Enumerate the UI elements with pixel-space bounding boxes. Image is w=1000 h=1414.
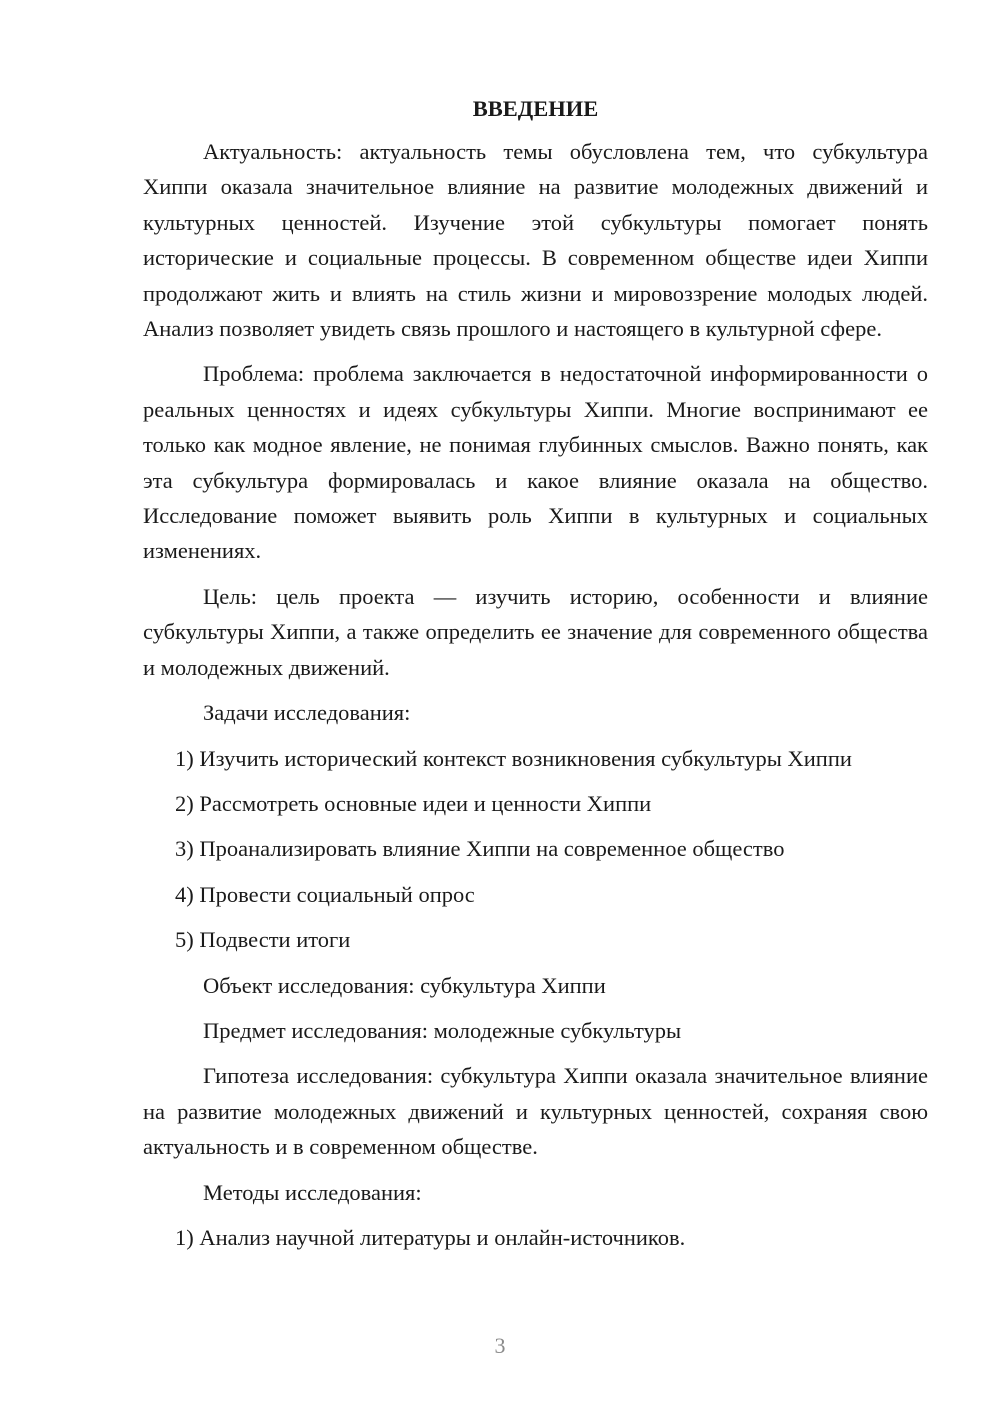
goal-paragraph: Цель: цель проекта — изучить историю, особенности и влияние субкультуры Хиппи, а также определить ее значение для современного общества и молодежных движений. xyxy=(143,583,928,680)
task-item-2: 2) Рассмотреть основные идеи и ценности Хиппи xyxy=(175,790,652,816)
page-number: 3 xyxy=(494,1333,506,1358)
problem-paragraph: Проблема: проблема заключается в недостаточной информированности о реальных ценностях и идеях субкультуры Хиппи. Многие воспринимают ее только как модное явление, не понимая глубинных смыслов. Важно понять, как эта субкультура формировалась и какое влияние оказала на общество. Исследование поможет выявить роль Хиппи в культурных и социальных изменениях. xyxy=(143,361,928,564)
tasks-label: Задачи исследования: xyxy=(203,700,411,726)
research-subject: Предмет исследования: молодежные субкультуры xyxy=(203,1017,682,1043)
task-item-1: 1) Изучить исторический контекст возникновения субкультуры Хиппи xyxy=(175,745,852,771)
task-item-3: 3) Проанализировать влияние Хиппи на современное общество xyxy=(175,836,785,862)
methods-label: Методы исследования: xyxy=(203,1179,422,1205)
hypothesis-paragraph: Гипотеза исследования: субкультура Хиппи оказала значительное влияние на развитие молодежных движений и культурных ценностей, сохраняя свою актуальность и в современном обществе. xyxy=(143,1063,928,1160)
task-item-4: 4) Провести социальный опрос xyxy=(175,881,475,907)
task-item-5: 5) Подвести итоги xyxy=(175,927,351,953)
page-heading: ВВЕДЕНИЕ xyxy=(472,96,599,121)
method-item-1: 1) Анализ научной литературы и онлайн-источников. xyxy=(175,1224,686,1250)
relevance-paragraph: Актуальность: актуальность темы обусловлена тем, что субкультура Хиппи оказала значительное влияние на развитие молодежных движений и культурных ценностей. Изучение этой субкультуры помогает понять исторические и социальные процессы. В современном обществе идеи Хиппи продолжают жить и влиять на стиль жизни и мировоззрение молодых людей. Анализ позволяет увидеть связь прошлого и настоящего в культурной сфере. xyxy=(143,139,928,342)
research-object: Объект исследования: субкультура Хиппи xyxy=(203,972,606,998)
document-page xyxy=(143,94,928,1265)
